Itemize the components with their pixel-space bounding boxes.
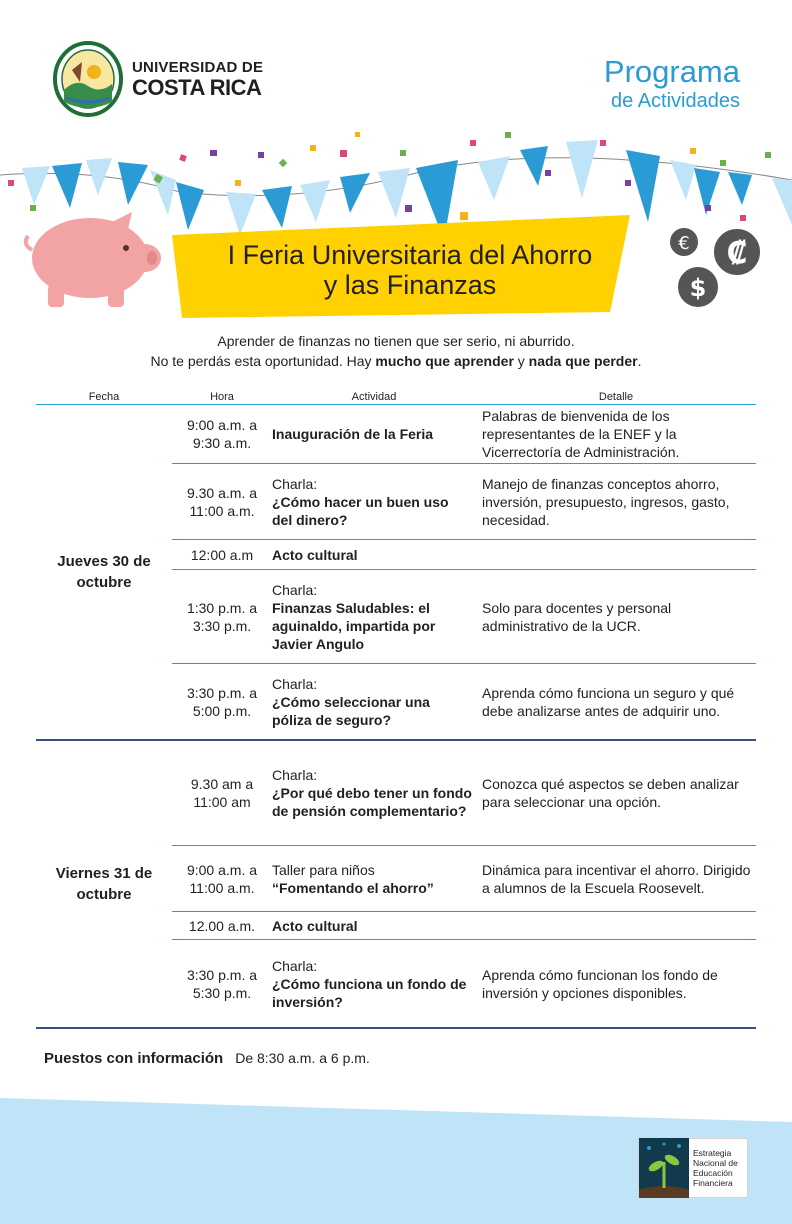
intro-line1: Aprender de finanzas no tienen que ser serio, ni aburrido. [217,333,575,349]
table-row [172,741,756,845]
row-activity [272,570,476,663]
table-row [172,911,756,939]
festive-bunting [0,130,792,330]
row-time: 9:00 a.m. a 11:00 a.m. [186,861,258,896]
row-time: 1:30 p.m. a 3:30 p.m. [186,599,258,634]
svg-text:₡: ₡ [726,236,748,271]
event-title [200,240,620,300]
column-header-fecha: Fecha [88,391,120,403]
row-detail: Solo para docentes y personal administrativo de la UCR. [482,599,672,634]
intro-highlight-1: mucho que aprender [375,353,514,369]
day-block-friday [36,739,756,1027]
row-detail: Dinámica para incentivar el ahorro. Dirigido a alumnos de la Escuela Roosevelt. [482,861,751,896]
intro-line2 [0,351,792,371]
table-bottom-rule [36,1027,756,1029]
day-block-thursday [36,404,756,739]
program-title-line2: de Actividades [611,90,740,112]
dollar-coin-icon [677,266,719,308]
row-activity [272,405,476,463]
info-booths-label: Puestos con información [44,1050,224,1067]
svg-text:$: $ [689,274,707,302]
activity-title: ¿Por qué debo tener un fondo de pensión complementario? [272,785,472,819]
enef-line3: Educación [693,1168,733,1178]
activity-type: Charla: [272,581,318,598]
activity-title: ¿Cómo funciona un fondo de inversión? [272,975,467,1010]
info-booths-hours: De 8:30 a.m. a 6 p.m. [235,1050,370,1066]
day-label: Viernes 31 de octubre [55,865,153,903]
row-activity [272,846,476,911]
university-name-line2: COSTA RICA [132,74,262,100]
row-detail [476,540,756,569]
day-label: Jueves 30 de octubre [57,553,151,591]
row-activity [272,912,476,939]
intro-highlight-2: nada que perder [528,353,638,369]
table-row [172,939,756,1027]
table-row [172,405,756,463]
row-time: 3:30 p.m. a 5:30 p.m. [186,966,258,1001]
table-row [172,845,756,911]
activity-type: Charla: [272,475,318,492]
table-row [172,569,756,663]
schedule-table [36,390,756,1029]
activity-title: Acto cultural [272,546,358,563]
table-row [172,663,756,739]
enef-line1: Estrategia [693,1148,732,1158]
row-time: 9:00 a.m. a 9:30 a.m. [186,417,258,451]
activity-type: Charla: [272,675,318,692]
row-activity [272,664,476,739]
row-activity [272,940,476,1027]
activity-type: Charla: [272,957,318,974]
euro-coin-icon [669,227,699,257]
activity-title: Finanzas Saludables: el aguinaldo, impartida por Javier Angulo [272,599,436,652]
intro-text [0,331,792,371]
enef-text [689,1148,738,1188]
row-detail: Manejo de finanzas conceptos ahorro, inversión, presupuesto, ingresos, gasto, necesidad. [482,475,730,528]
activity-title: Acto cultural [272,917,358,934]
row-time: 12.00 a.m. [188,917,256,934]
activity-title: “Fomentando el ahorro” [272,879,434,896]
activity-title: ¿Cómo seleccionar una póliza de seguro? [272,693,430,728]
row-activity [272,540,476,569]
info-booths [44,1050,370,1067]
row-detail: Conozca qué aspectos se deben analizar para seleccionar una opción. [482,776,739,810]
activity-type: Taller para niños [272,861,375,878]
enef-line2: Nacional de [693,1158,738,1168]
row-activity [272,464,476,539]
row-activity [272,741,476,845]
column-header-hora: Hora [210,391,234,403]
enef-logo [638,1138,748,1198]
row-detail: Palabras de bienvenida de los representantes de la ENEF y la Vicerrectoría de Administración. [482,408,680,460]
university-name-line1: UNIVERSIDAD DE [132,58,264,76]
table-row [172,463,756,539]
program-title-line1: Programa [603,54,740,89]
activity-type: Charla: [272,767,318,783]
program-title [604,56,740,111]
event-title-line2: y las Finanzas [323,270,497,300]
column-header-detalle: Detalle [598,391,634,403]
row-time: 9.30 am a 11:00 am [190,776,254,810]
header [0,0,792,330]
activity-title: Inauguración de la Feria [272,426,434,442]
event-title-line1: I Feria Universitaria del Ahorro [227,240,593,270]
row-time: 9.30 a.m. a 11:00 a.m. [186,484,258,519]
schedule-header [36,390,756,404]
university-logo [52,40,263,118]
row-detail: Aprenda cómo funcionan los fondo de inversión y opciones disponibles. [482,966,718,1001]
row-time: 3:30 p.m. a 5:00 p.m. [186,684,258,719]
plant-icon [639,1138,689,1198]
row-detail: Aprenda cómo funciona un seguro y qué debe analizarse antes de adquirir uno. [482,684,735,719]
activity-title: ¿Cómo hacer un buen uso del dinero? [272,493,449,528]
piggy-bank-icon [26,212,161,307]
colon-coin-icon [713,228,761,276]
row-time: 12:00 a.m [190,546,254,563]
table-row [172,539,756,569]
enef-line4: Financiera [693,1178,733,1188]
intro-line2-middle: y [513,353,529,369]
row-detail [476,912,756,939]
intro-line2-end: . [637,353,642,369]
svg-text:€: € [678,233,690,254]
column-header-actividad: Actividad [351,391,397,403]
intro-line2-start: No te perdás esta oportunidad. Hay [150,353,376,369]
university-seal-icon [52,40,124,118]
